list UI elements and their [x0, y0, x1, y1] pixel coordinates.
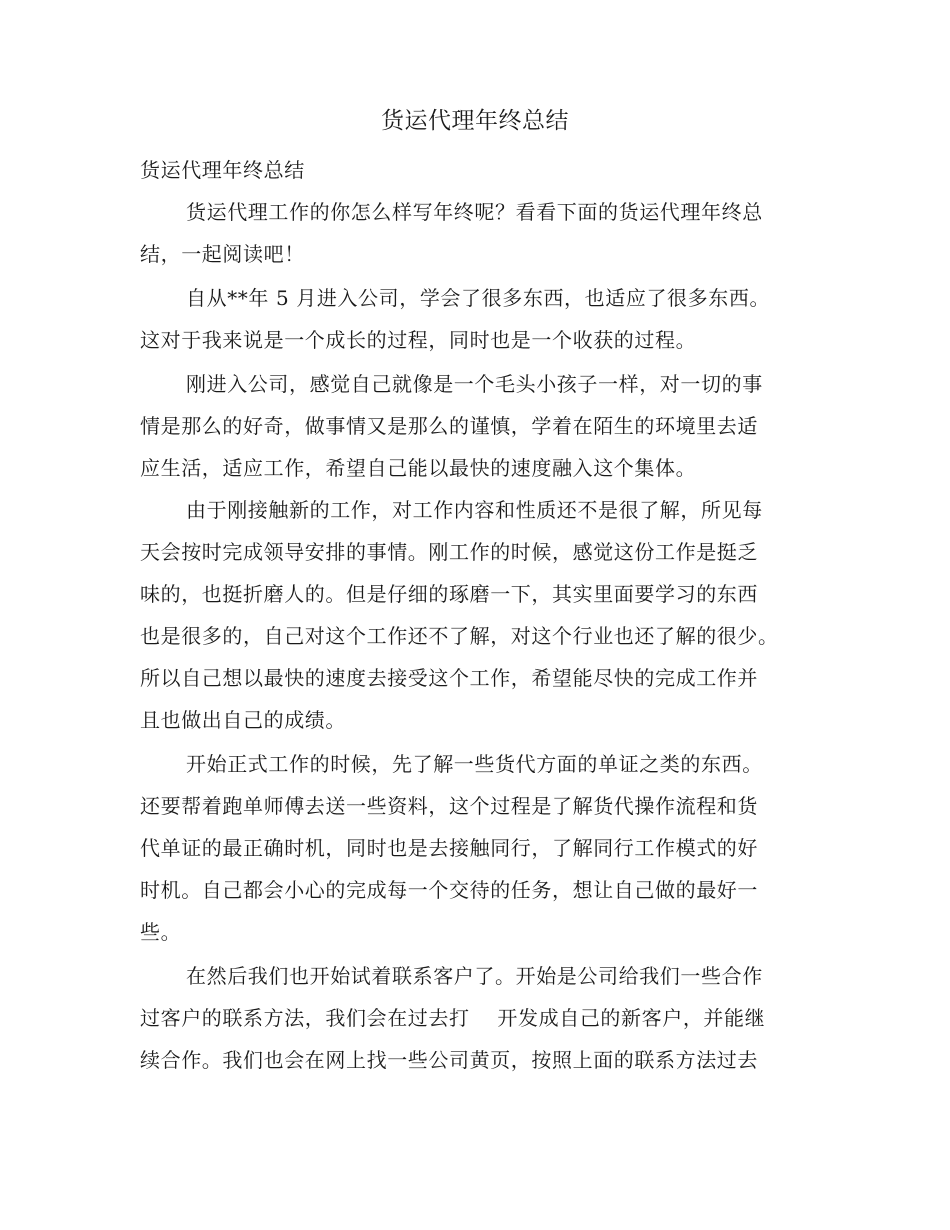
paragraph-5-line-1: 开始正式工作的时候，先了解一些货代方面的单证之类的东西。 — [186, 752, 763, 776]
paragraph-4-line-2: 天会按时完成领导安排的事情。刚工作的时候，感觉这份工作是挺乏 — [140, 540, 758, 564]
document-title: 货运代理年终总结 — [381, 108, 569, 134]
paragraph-3-line-2: 情是那么的好奇，做事情又是那么的谨慎，学着在陌生的环境里去适 — [140, 414, 758, 438]
paragraph-3-line-3: 应生活，适应工作，希望自己能以最快的速度融入这个集体。 — [140, 456, 697, 480]
paragraph-6-line-3: 续合作。我们也会在网上找一些公司黄页，按照上面的联系方法过去 — [140, 1048, 758, 1072]
paragraph-5-line-5: 些。 — [140, 920, 182, 944]
paragraph-5-line-4: 时机。自己都会小心的完成每一个交待的任务，想让自己做的最好一 — [140, 878, 758, 902]
paragraph-1-line-2: 结，一起阅读吧！ — [140, 242, 305, 266]
paragraph-1-line-1: 货运代理工作的你怎么样写年终呢？看看下面的货运代理年终总 — [186, 200, 763, 224]
paragraph-6-line-1: 在然后我们也开始试着联系客户了。开始是公司给我们一些合作 — [186, 964, 763, 988]
paragraph-4-line-6: 且也做出自己的成绩。 — [140, 708, 346, 732]
paragraph-4-line-1: 由于刚接触新的工作，对工作内容和性质还不是很了解，所见每 — [186, 498, 763, 522]
paragraph-4-line-5: 所以自己想以最快的速度去接受这个工作，希望能尽快的完成工作并 — [140, 666, 758, 690]
paragraph-4-line-4: 也是很多的，自己对这个工作还不了解，对这个行业也还了解的很少。 — [140, 624, 779, 648]
paragraph-6-line-2: 过客户的联系方法，我们会在过去打 开发成自己的新客户，并能继 — [140, 1006, 766, 1030]
paragraph-3-line-1: 刚进入公司，感觉自己就像是一个毛头小孩子一样，对一切的事 — [186, 372, 763, 396]
paragraph-5-line-2: 还要帮着跑单师傅去送一些资料，这个过程是了解货代操作流程和货 — [140, 794, 758, 818]
paragraph-5-line-3: 代单证的最正确时机，同时也是去接触同行，了解同行工作模式的好 — [140, 836, 758, 860]
paragraph-2-line-1: 自从**年 5 月进入公司，学会了很多东西，也适应了很多东西。 — [186, 286, 771, 310]
document-subtitle: 货运代理年终总结 — [140, 158, 305, 182]
paragraph-4-line-3: 味的，也挺折磨人的。但是仔细的琢磨一下，其实里面要学习的东西 — [140, 582, 758, 606]
paragraph-2-line-2: 这对于我来说是一个成长的过程，同时也是一个收获的过程。 — [140, 328, 697, 352]
